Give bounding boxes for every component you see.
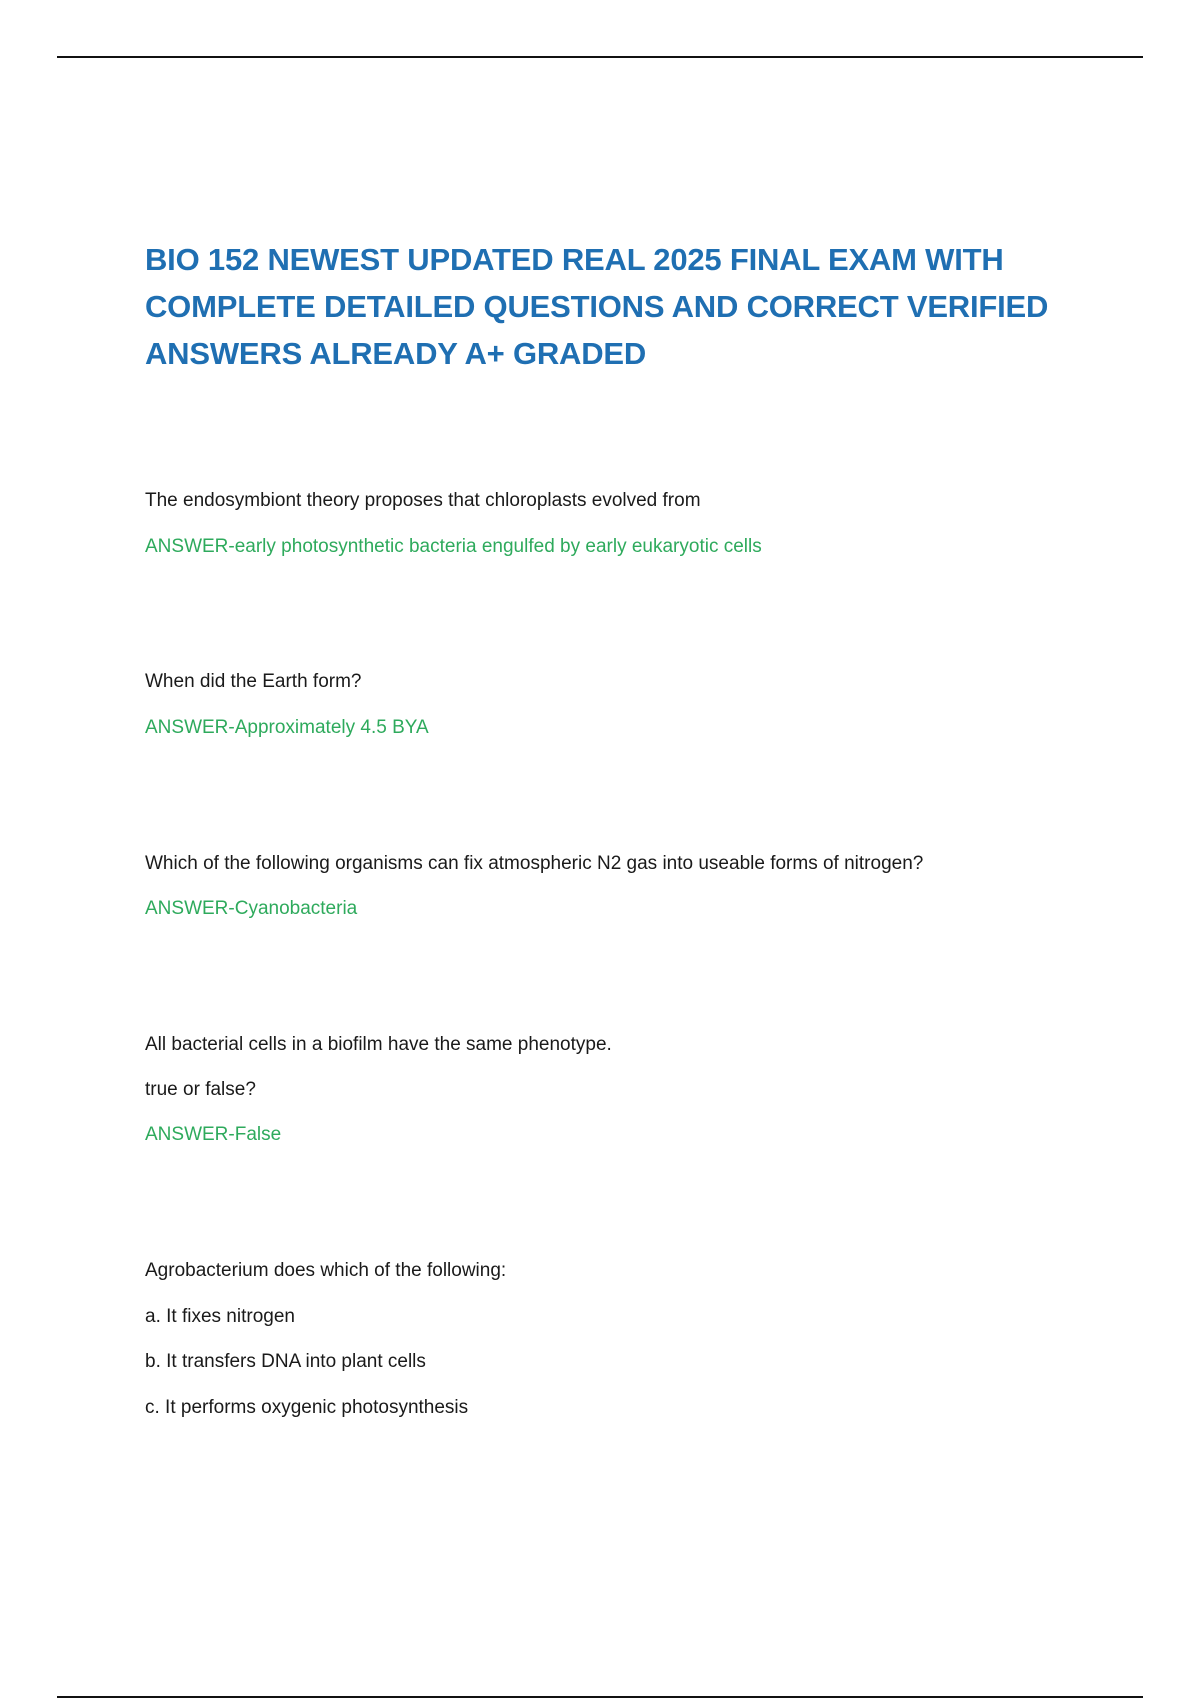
question-4-line-2: true or false? [145, 1079, 256, 1100]
option-a: a. It fixes nitrogen [145, 1306, 295, 1327]
document-title: BIO 152 NEWEST UPDATED REAL 2025 FINAL EXAM WITH COMPLETE DETAILED QUESTIONS AND CORRECT VERIFIED ANSWERS ALREADY A+ GRADED [145, 242, 1049, 371]
question-3: Which of the following organisms can fix atmospheric N2 gas into useable forms of nitrogen? [145, 853, 924, 874]
option-c: c. It performs oxygenic photosynthesis [145, 1397, 469, 1418]
question-4: All bacterial cells in a biofilm have the same phenotype. [145, 1034, 612, 1055]
option-b: b. It transfers DNA into plant cells [145, 1351, 426, 1372]
answer-3: ANSWER-Cyanobacteria [145, 898, 358, 919]
question-2: When did the Earth form? [145, 671, 362, 692]
answer-1: ANSWER-early photosynthetic bacteria engulfed by early eukaryotic cells [145, 536, 762, 557]
header-rule [57, 56, 1143, 58]
question-5: Agrobacterium does which of the following: [145, 1260, 507, 1281]
answer-4: ANSWER-False [145, 1124, 282, 1145]
footer-rule [57, 1696, 1143, 1698]
question-1: The endosymbiont theory proposes that chloroplasts evolved from [145, 490, 701, 511]
answer-2: ANSWER-Approximately 4.5 BYA [145, 717, 429, 738]
